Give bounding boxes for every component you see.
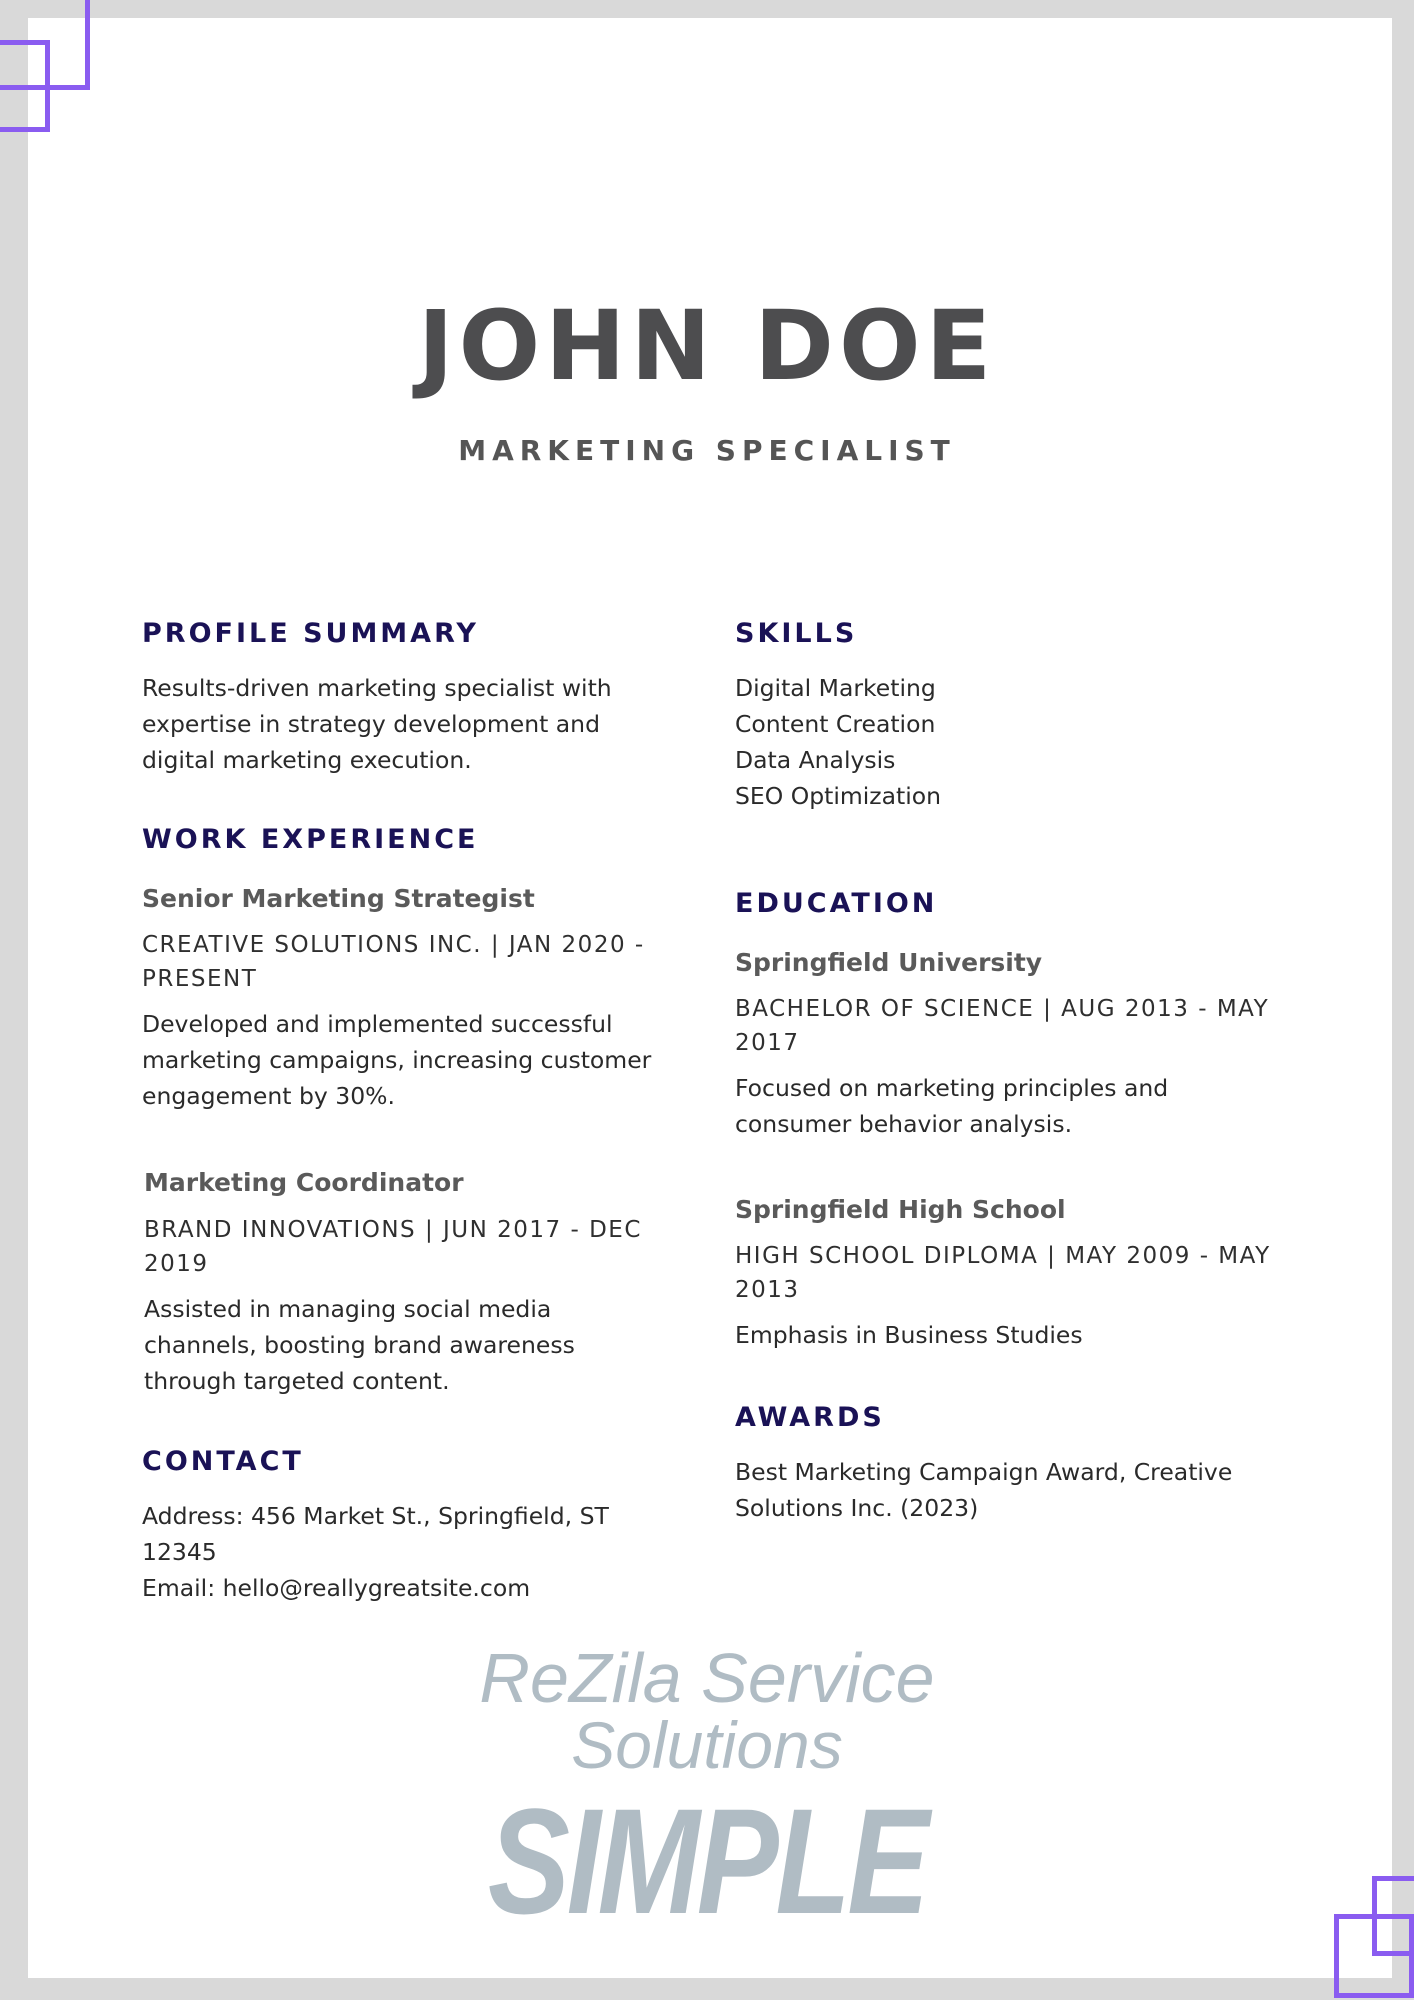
job-title: Marketing Coordinator bbox=[144, 1168, 464, 1197]
job-meta: CREATIVE SOLUTIONS INC. | JAN 2020 - PRESENT bbox=[142, 932, 645, 992]
job-meta: BRAND INNOVATIONS | JUN 2017 - DEC 2019 bbox=[144, 1217, 642, 1277]
skills-heading: SKILLS bbox=[735, 618, 858, 649]
skill-item: SEO Optimization bbox=[735, 782, 942, 810]
school-name: Springfield High School bbox=[735, 1195, 1066, 1224]
job-title: Senior Marketing Strategist bbox=[142, 884, 535, 913]
education-heading: EDUCATION bbox=[735, 888, 938, 919]
contact-address: Address: 456 Market St., Springfield, ST 12345 bbox=[142, 1502, 609, 1566]
contact-heading: CONTACT bbox=[142, 1446, 304, 1477]
education-description: Focused on marketing principles and consumer behavior analysis. bbox=[735, 1074, 1169, 1138]
profile-summary-text: Results-driven marketing specialist with expertise in strategy development and digital marketing execution. bbox=[142, 674, 612, 774]
skill-item: Digital Marketing bbox=[735, 674, 936, 702]
candidate-name: JOHN DOE bbox=[417, 290, 997, 402]
contact-email: Email: hello@reallygreatsite.com bbox=[142, 1574, 531, 1602]
work-experience-heading: WORK EXPERIENCE bbox=[142, 824, 479, 855]
awards-text: Best Marketing Campaign Award, Creative Solutions Inc. (2023) bbox=[735, 1458, 1233, 1522]
skills-list bbox=[735, 670, 1255, 814]
education-description: Emphasis in Business Studies bbox=[735, 1321, 1083, 1349]
decorative-square-top-left-inner bbox=[0, 40, 50, 132]
skill-item: Data Analysis bbox=[735, 746, 896, 774]
profile-summary-heading: PROFILE SUMMARY bbox=[142, 618, 479, 649]
watermark-logo-text: SIMPLE bbox=[487, 1777, 927, 1945]
candidate-title: MARKETING SPECIALIST bbox=[458, 434, 956, 467]
watermark-line-1: ReZila Service bbox=[479, 1639, 935, 1717]
degree-meta: HIGH SCHOOL DIPLOMA | MAY 2009 - MAY 2013 bbox=[735, 1243, 1271, 1303]
school-name: Springfield University bbox=[735, 948, 1043, 977]
degree-meta: BACHELOR OF SCIENCE | AUG 2013 - MAY 2017 bbox=[735, 996, 1270, 1056]
decorative-square-bottom-right-inner bbox=[1334, 1914, 1414, 1998]
job-description: Developed and implemented successful marketing campaigns, increasing customer engagement by 30%. bbox=[142, 1010, 652, 1110]
watermark-line-2: Solutions bbox=[571, 1708, 843, 1782]
awards-heading: AWARDS bbox=[735, 1402, 885, 1433]
job-description: Assisted in managing social media channels, boosting brand awareness through targeted content. bbox=[144, 1295, 575, 1395]
skill-item: Content Creation bbox=[735, 710, 936, 738]
